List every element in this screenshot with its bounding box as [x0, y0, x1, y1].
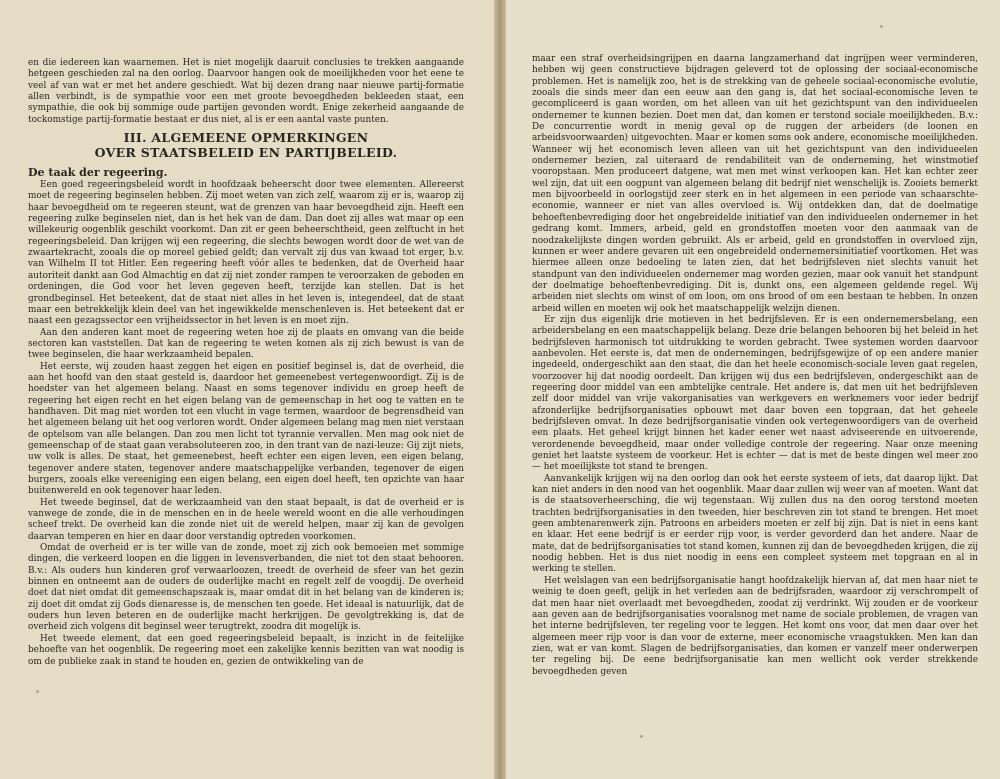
right-paragraph-2: Er zijn dus eigenlijk drie motieven in het bedrijfsleven. Er is een ondernemersbelang, een arbeidersbelang en een maatschappelijk belang. Deze drie belangen behooren bij het beleid in het bedrijfsleven harmonisch tot uitdrukking te worden gebracht. Twee systemen worden daarvoor aanbevolen. Het eerste is, dat men de ondernemingen, bedrijfsgewijze of op een andere manier ingedeeld, ondergeschikt aan den staat, die dan het heele economisch-sociale leven gaat regelen, voorzoover hij dat noodig oordeelt. Dan krijgen wij dus een bedrijfsleven, ondergeschikt aan de regeering door middel van een ambtelijke centrale. Het andere is, dat men uit het bedrijfsleven zelf door middel van vrije vakorganisaties van werkgevers en werknemers voor ieder bedrijf afzonderlijke bedrijfsorganisaties opbouwt met daar boven een topgraan, dat het geheele bedrijfsleven omvat. In deze bedrijfsorganisatie vinden ook vertegenwoordigers van de overheid een plaats. Het geheel krijgt binnen het kader eener wet naast adviseerende en uitvoerende, verordenende bevoegdheid, maar onder volledige controle der regeering. Naar onze meening geniet het laatste systeem de voorkeur. Het is echter — dat is met de beste dingen wel meer zoo — het moeilijkste tot stand te brengen.: [532, 314, 978, 473]
right-page: [506, 0, 1000, 779]
right-paragraph-3: Aanvankelijk krijgen wij na den oorlog dan ook het eerste systeem of iets, dat daarop lijkt. Dat kan niet anders in den nood van het oogenblik. Maar daar zullen wij weer van af moeten. Want dat is de staatsoverheersching, die wij tegenstaan. Wij zullen dus na den oorog terstond moeten trachten bedrijfsorganisaties in den tweeden, hier beschreven zin tot stand te brengen. Het moet geen ambtenarenwerk zijn. Patroons en arbeiders moeten er zelf bij zijn. Dat is niet in eens kant en klaar. Het eene bedrijf is er eerder rijp voor, is verder gevorderd dan het andere. Naar de mate, dat de bedrijfsorganisaties tot stand komen, kunnen zij dan de bevoegdheden krijgen, die zij noodig hebben. Het is dus niet noodig in eens een compleet systeem met topgraan en al in werking te stellen.: [532, 473, 978, 575]
paper-speck: [36, 690, 39, 693]
left-page: [0, 0, 494, 779]
left-paragraph-4: Het tweede beginsel, dat de werkzaamheid van den staat bepaalt, is dat de overheid er is vanwege de zonde, die in de menschen en in de heele wereld woont en die alle verhoudingen scheef trekt. De overheid kan die zonde niet uit de wereld helpen, maar zij kan de gevolgen daarvan temperen en hier en daar door verstandig optreden voorkomen.: [28, 497, 464, 542]
paper-speck: [880, 25, 883, 28]
book-gutter: [494, 0, 506, 779]
left-paragraph-3: Het eerste, wij zouden haast zeggen het eigen en positief beginsel is, dat de overheid, die aan het hoofd van den staat gesteld is, daardoor het gemeenebest vertegenwoordigt. Zij is de hoedster van het algemeen belang. Naast en soms tegenover individu en groep heeft de regeering het eigen recht en het eigen belang van de gemeenschap in het oog te vatten en te handhaven. Dit mag niet worden tot een vlucht in vage termen, waardoor de begrensdheid van het algemeen belang uit het oog verloren wordt. Onder algemeen belang mag men niet verstaan de optelsom van alle belangen. Dan zou men licht tot tyrannie vervallen. Men mag ook niet de gemeenschap of de staat gaan verabsoluteeren zoo, in den trant van de nazi-leuze: Gij zijt niets, uw volk is alles. De staat, het gemeenebest, heeft echter een eigen leven, een eigen belang, tegenover andere staten, tegenover andere maatschappelijke verbanden, tegenover de eigen burgers, zooals elke vereeniging een eigen belang, een eigen doel heeft, ten opzichte van haar buitenwereld en ook tegenover haar leden.: [28, 361, 464, 497]
right-paragraph-1: maar een straf overheidsingrijpen en daarna langzamerhand dat ingrijpen weer verminderen, hebben wij geen constructieve bijdragen geleverd tot de oplossing der sociaal-economische problemen. Het is namelijk zoo, het is de strekking van de geheele sociaal-economische evolutie, zooals die sinds meer dan een eeuw aan den gang is, dat het sociaal-economische leven te gecompliceerd is gaan worden, om het alleen van uit het gezichtspunt van den individueelen ondernemer te kunnen bezien. Doet men dat, dan komen er terstond sociale moeilijkheden. B.v.: De concurrentie wordt in menig geval op de ruggen der arbeiders (de loonen en arbeidsvoorwaarden) uitgevochten. Maar er komen soms ook andere, economische moeilijkheden. Wanneer wij het economisch leven alleen van uit het gezichtspunt van den individueelen ondernemer bezien, zal uiteraard de rendabiliteit van de onderneming, het winstmotief vooropstaan. Men produceert datgene, wat men met winst verkoopen kan. Het kan echter zeer wel zijn, dat uit een oogpunt van algemeen belang dit bedrijf niet wenschelijk is. Zooiets bemerkt men bijvoorbeeld in oorlogstijd zeer sterk en in het algemeen in een periode van schaarschte-economie, wanneer er niet van alles overvloed is. Wij ontdekken dan, dat de doelmatige behoeftenbevrediging door het ongebreidelde initiatief van den individueelen ondernemer in het gedrang komt. Immers, arbeid, geld en grondstoffen moeten voor den aanmaak van de noodzakelijkste dingen worden gebruikt. Als er arbeid, geld en grondstoffen in overvloed zijn, kunnen er weer andere gevaren uit een ongebreideld ondernemersinitiatief voortkomen. Het was hiermee alleen onze bedoeling te laten zien, dat het bedrijfsleven niet slechts vanuit het standpunt van den individueelen ondernemer mag worden gezien, maar ook vanuit het standpunt der doelmatige behoeftenbevrediging. Dit is, dunkt ons, een algemeen geldende regel. Wij arbeiden niet slechts om winst of om loon, om ons brood of om een bestaan te hebben. In onzen arbeid willen en moeten wij ook het maatschappelijk welzijn dienen.: [532, 54, 978, 314]
paper-speck: [640, 735, 643, 738]
section-heading-line-1: III. ALGEMEENE OPMERKINGEN: [123, 130, 369, 146]
left-paragraph-5: Omdat de overheid er is ter wille van de zonde, moet zij zich ook bemoeien met sommige dingen, die verkeerd loopen en die liggen in levensverbanden, die niet tot den staat behooren. B.v.: Als ouders hun kinderen grof verwaarloozen, treedt de overheid de sfeer van het gezin binnen en ontneemt aan de ouders de ouderlijke macht en regelt zelf de voogdij. De overheid doet dat niet omdat dit gemeenschapszaak is, maar omdat dit in het belang van de kinderen is; zij doet dit omdat zij Gods dienaresse is, de menschen ten goede. Het ideaal is natuurlijk, dat de ouders hun leven beteren en de ouderlijke macht herkrijgen. De gevolgtrekking is, dat de overheid zich volgens dit beginsel weer terugtrekt, zoodra dit mogelijk is.: [28, 543, 464, 633]
right-paragraph-4: Het welslagen van een bedrijfsorganisatie hangt hoofdzakelijk hiervan af, dat men haar niet te weinig te doen geeft, gelijk in het verleden aan de bedrijfsraden, waardoor zij verschrompelt of dat men haar niet overlaadt met bevoegdheden, zoodat zij verdrinkt. Wij zouden er de voorkeur aan geven aan de bedrijfsorganisaties vooralsnog met name de sociale problemen, de vragen van het interne bedrijfsleven, ter regeling voor te leggen. Het komt ons voor, dat men daar over het algemeen meer rijp voor is dan voor de externe, meer economische vraagstukken. Men kan dan zien, wat er van komt. Slagen de bedrijfsorganisaties, dan komen er vanzelf meer onderwerpen ter regeling bij. De eene bedrijfsorganisatie kan men wellicht ook verder strekkende bevoegdheden geven: [532, 575, 978, 677]
section-heading-line-2: OVER STAATSBELEID EN PARTIJBELEID.: [94, 145, 398, 161]
left-paragraph-6: Het tweede element, dat een goed regeeringsbeleid bepaalt, is inzicht in de feitelijke behoefte van het oogenblik. De regeering moet een zakelijke kennis bezitten van wat noodig is om de publieke zaak in stand te houden en, gezien de ontwikkeling van de: [28, 633, 464, 667]
subheading: De taak der regeering.: [28, 166, 168, 180]
intro-paragraph: en die iedereen kan waarnemen. Het is niet mogelijk daaruit conclusies te trekken aangaande hetgeen geschieden zal na den oorlog. Daarvoor hangen ook de moeilijkheden voor het eene te veel af van wat er met het andere geschiedt. Wat bij dezen drang naar nieuwe partij-formatie allen verbindt, is de sympathie voor een met groote bevoegdheden bekleeden staat, een sympathie, die ook bij sommige oude partijen gevonden wordt. Enige zekerheid aangaande de tockomstige partij-formatie bestaat er dus niet, al is er een aantal vaste punten.: [28, 58, 464, 125]
left-paragraph-1: Een goed regeeringsbeleid wordt in hoofdzaak beheerscht door twee elementen. Allereerst moet de regeering beginselen hebben. Zij moet weten van zich zelf, waarom zij er is, waarop zij haar bevoegdheid om te regeeren steunt, wat de grenzen van haar bevoegdheid zijn. Heeft een regeering zulke beginselen niet, dan is het hek van de dam. Dan doet zij alles wat maar op een willekeurig oogenblik geschikt voorkomt. Dan zit er geen beheerschtheid, geen zelftucht in het regeeringsbeleid. Dan krijgen wij een regeering, die slechts bewogen wordt door de wet van de zwaartekracht, zooals die op moreel gebied geldt; dan vervalt zij dus van kwaad tot erger, b.v. van Wilhelm II tot Hitler. Een regeering heeft vóór alles te bedenken, dat de Overheid haar autoriteit dankt aan God Almachtig en dat zij niet zonder rampen te veroorzaken de geboden en ordeningen, die God voor het leven gegeven heeft, terzijde kan stellen. Dat is het grondbeginsel. Het beteekent, dat de staat niet alles in het leven is, integendeel, dat de staat maar een betrekkelijk klein deel van het ingewikkelde menschenleven is. Het beteekent dat er naast een gezagssector een vrijheidssector in het leven is en moet zijn.: [28, 180, 464, 327]
left-paragraph-2: Aan den anderen kant moet de regeering weten hoe zij de plaats en omvang van die beide sectoren kan vaststellen. Dat kan de regeering te weten komen als zij zich bewust is van de twee beginselen, die haar werkzaamheid bepalen.: [28, 327, 464, 361]
